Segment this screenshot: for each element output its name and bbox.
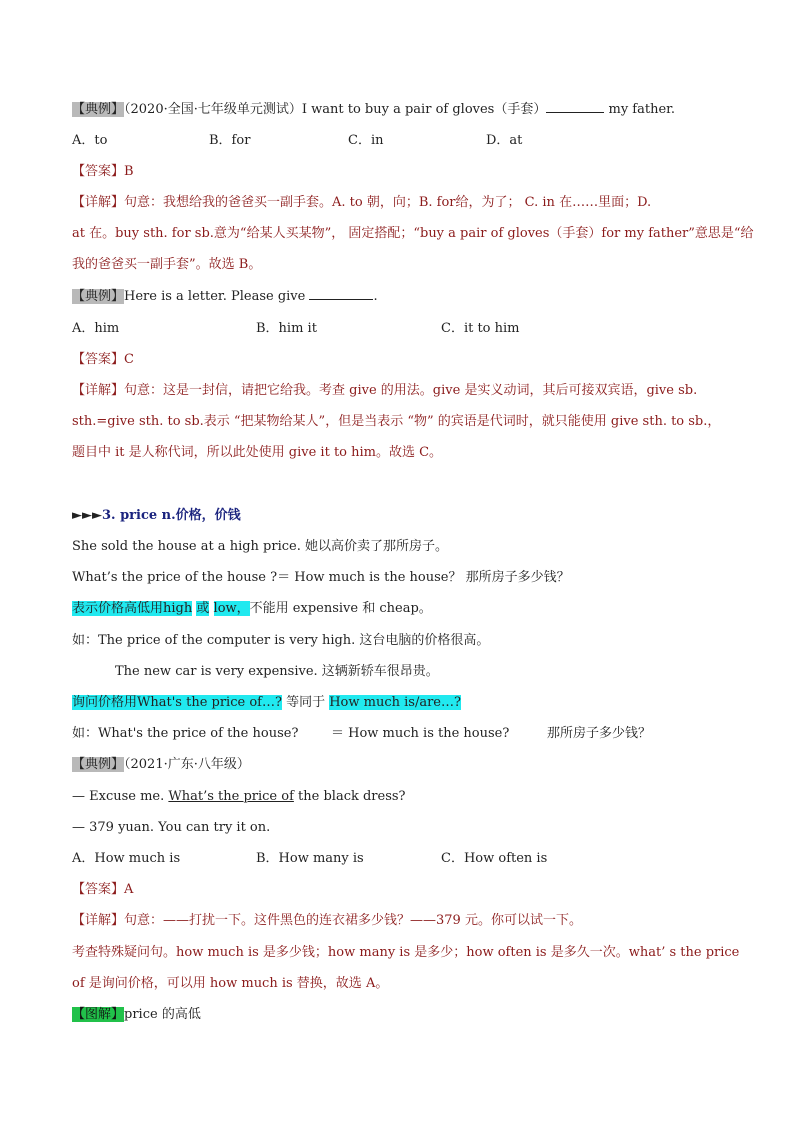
example-3-heading	[72, 755, 732, 775]
example-1-detail-1	[72, 193, 732, 213]
question-stem: Here is a letter. Please give	[124, 289, 310, 304]
example-tag: 【典例】	[72, 102, 125, 117]
option-d: D．at	[486, 133, 523, 148]
question-stem: I want to buy a pair of gloves（手套）	[301, 102, 547, 117]
detail-tag: 【详解】	[72, 913, 125, 928]
option-c: C．it to him	[441, 321, 520, 336]
highlight-text: 询问价格用	[72, 695, 138, 710]
dialogue-line-1	[72, 787, 732, 807]
example-source: （2021·广东·八年级）	[124, 757, 250, 772]
example-tag: 【典例】	[72, 757, 125, 772]
sentence-part-a: 如：What's the price of the house?	[72, 726, 299, 741]
example-3-answer	[72, 880, 732, 900]
example-sentence-4: The new car is very expensive. 这辆新轿车很昂贵。	[115, 664, 439, 679]
option-a: A．How much is	[72, 851, 181, 866]
highlight-text: 表示价格高低用	[72, 601, 164, 616]
answer-value: C	[124, 352, 134, 367]
example-3-detail-2: 考查特殊疑问句。how much is 是多少钱；how many is 是多少；how often is 是多久一次。what’ s the price	[72, 945, 740, 960]
example-2-question	[72, 287, 732, 307]
example-3-detail-1	[72, 911, 732, 931]
rule-high-low	[72, 599, 732, 619]
option-b: B．him it	[256, 321, 317, 336]
diagram-tag: 【图解】	[72, 1007, 125, 1022]
example-tag: 【典例】	[72, 289, 125, 304]
question-stem-end: my father.	[604, 102, 676, 117]
answer-blank	[546, 100, 604, 113]
example-2-detail-3: 题目中 it 是人称代词，所以此处使用 give it to him。故选 C。	[72, 445, 443, 460]
example-1-question	[72, 100, 732, 120]
answer-tag: 【答案】	[72, 164, 125, 179]
arrow-icons: ►►►	[72, 508, 102, 523]
option-b: B．How many is	[256, 851, 364, 866]
dialogue-line-2: — 379 yuan. You can try it on.	[72, 820, 271, 835]
highlight-or: 或	[196, 601, 210, 616]
option-a: A．him	[72, 321, 120, 336]
example-1-answer	[72, 162, 732, 182]
question-stem-end: .	[373, 289, 378, 304]
example-3-detail-3: of 是询问价格，可以用 how much is 替换，故选 A。	[72, 976, 389, 991]
highlight-low: low，	[213, 601, 250, 616]
answer-value: A	[124, 882, 134, 897]
spacer-text	[209, 601, 213, 616]
sentence-part-c: 那所房子多少钱？	[547, 726, 652, 741]
example-sentence-2: What’s the price of the house ?＝ How much is the house？ 那所房子多少钱？	[72, 570, 570, 585]
example-2-answer	[72, 350, 732, 370]
rule-mid: 等同于	[281, 695, 330, 710]
detail-text: 句意：我想给我的爸爸买一副手套。A. to 朝，向；B. for给，为了； C. in 在……里面；D.	[124, 195, 652, 210]
rule-rest: 不能用 expensive 和 cheap。	[249, 601, 432, 616]
section-title: 3. price n.价格，价钱	[102, 508, 241, 523]
diagram-heading	[72, 1005, 732, 1025]
example-sentence-3: 如：The price of the computer is very high. 这台电脑的价格很高。	[72, 633, 490, 648]
highlight-phrase: What's the price of…?	[137, 695, 282, 710]
detail-text: 句意：——打扰一下。这件黑色的连衣裙多少钱？——379 元。你可以试一下。	[124, 913, 582, 928]
answer-tag: 【答案】	[72, 882, 125, 897]
answer-tag: 【答案】	[72, 352, 125, 367]
example-sentence-1: She sold the house at a high price. 她以高价卖了那所房子。	[72, 539, 448, 554]
sentence-part-b: ＝ How much is the house?	[331, 726, 510, 741]
section-heading	[72, 506, 732, 526]
example-source: （2020·全国·七年级单元测试）	[124, 102, 302, 117]
option-a: A．to	[72, 133, 108, 148]
rule-ask-price	[72, 693, 732, 713]
detail-tag: 【详解】	[72, 383, 125, 398]
dialogue-text: the black dress?	[293, 789, 406, 804]
diagram-text: price 的高低	[124, 1007, 201, 1022]
highlight-high: high	[163, 601, 193, 616]
detail-tag: 【详解】	[72, 195, 125, 210]
example-1-detail-3: 我的爸爸买一副手套”。故选 B。	[72, 257, 262, 272]
answer-value: B	[124, 164, 134, 179]
example-1-detail-2: at 在。buy sth. for sb.意为“给某人买某物”， 固定搭配；“buy a pair of gloves（手套）for my father”意思是“给	[72, 226, 754, 241]
dialogue-text: — Excuse me.	[72, 789, 169, 804]
highlight-phrase: How much is/are…?	[329, 695, 461, 710]
example-2-detail-2: sth.=give sth. to sb.表示 “把某物给某人”，但是当表示 “物” 的宾语是代词时，就只能使用 give sth. to sb.，	[72, 414, 721, 429]
example-2-detail-1	[72, 381, 732, 401]
option-c: C．How often is	[441, 851, 548, 866]
underlined-phrase: What’s the price of	[168, 789, 294, 804]
option-b: B．for	[209, 133, 251, 148]
option-c: C．in	[348, 133, 384, 148]
detail-text: 句意：这是一封信，请把它给我。考查 give 的用法。give 是实义动词，其后可接双宾语，give sb.	[124, 383, 698, 398]
answer-blank	[309, 287, 373, 300]
